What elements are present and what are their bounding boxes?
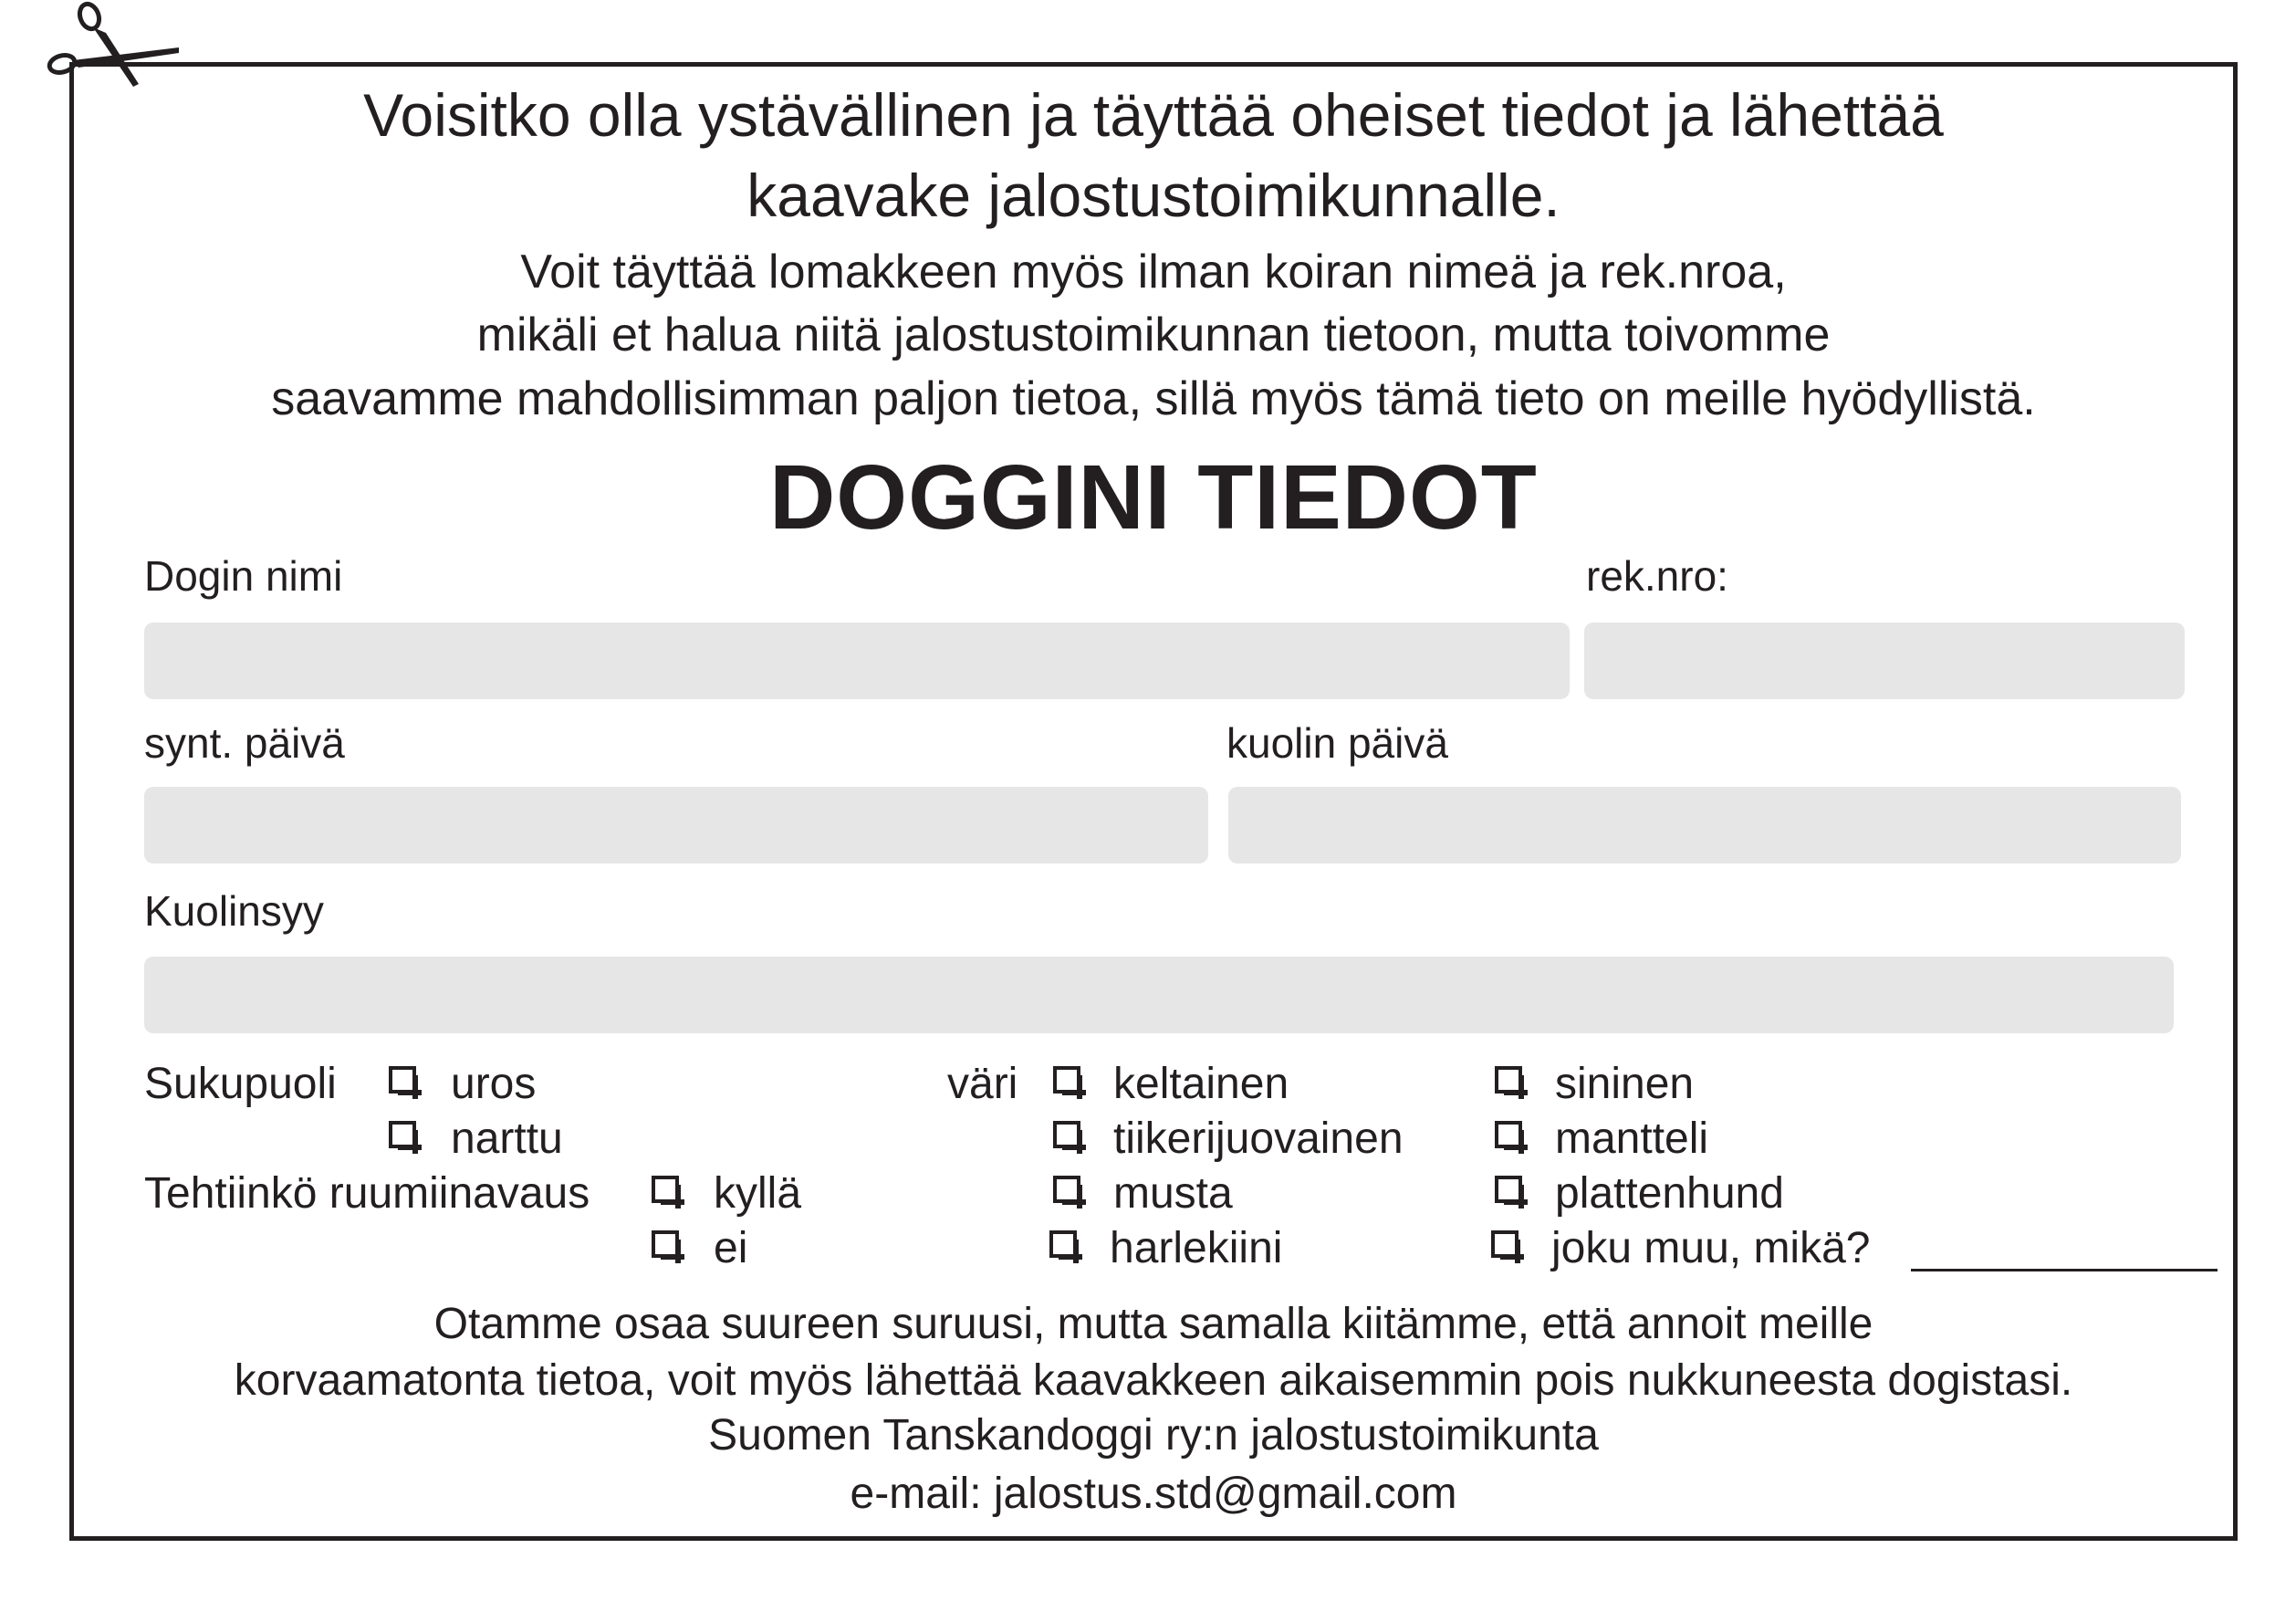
- cause-of-death-label: Kuolinsyy: [144, 887, 324, 935]
- option-color-black: musta: [1113, 1169, 1233, 1218]
- color-label: väri: [947, 1060, 1018, 1108]
- intro-line-1: Voisitko olla ystävällinen ja täyttää oheiset tiedot ja lähettää: [363, 81, 1944, 149]
- checkbox-color-black[interactable]: [1053, 1176, 1080, 1203]
- checkbox-color-yellow[interactable]: [1053, 1066, 1080, 1093]
- checkbox-color-plattenhund[interactable]: [1495, 1176, 1522, 1203]
- option-female: narttu: [451, 1114, 563, 1163]
- option-color-mantle: mantteli: [1555, 1114, 1709, 1163]
- checkbox-female[interactable]: [389, 1121, 416, 1148]
- option-color-blue: sininen: [1555, 1060, 1695, 1108]
- footer-email[interactable]: e-mail: jalostus.std@gmail.com: [850, 1470, 1457, 1518]
- sex-label: Sukupuoli: [144, 1060, 337, 1108]
- birth-date-field[interactable]: [144, 787, 1208, 863]
- intro-line-2: kaavake jalostustoimikunnalle.: [746, 162, 1560, 229]
- checkbox-autopsy-yes[interactable]: [652, 1176, 679, 1203]
- footer-line-2: korvaamatonta tietoa, voit myös lähettää kaavakkeen aikaisemmin pois nukkuneesta dogistasi.: [234, 1356, 2073, 1405]
- other-color-blank-line[interactable]: [1911, 1269, 2218, 1271]
- option-male: uros: [451, 1060, 537, 1108]
- checkbox-color-brindle[interactable]: [1053, 1121, 1080, 1148]
- option-color-other: joku muu, mikä?: [1551, 1224, 1871, 1272]
- death-date-label: kuolin päivä: [1226, 719, 1448, 767]
- footer-line-1: Otamme osaa suureen suruusi, mutta samalla kiitämme, että annoit meille: [433, 1300, 1873, 1348]
- reg-number-label: rek.nro:: [1586, 552, 1728, 600]
- option-color-brindle: tiikerijuovainen: [1113, 1114, 1404, 1163]
- checkbox-color-blue[interactable]: [1495, 1066, 1522, 1093]
- checkbox-color-other[interactable]: [1491, 1230, 1518, 1258]
- dog-name-field[interactable]: [144, 623, 1570, 699]
- footer-line-3: Suomen Tanskandoggi ry:n jalostustoimikunta: [708, 1411, 1599, 1460]
- checkbox-color-mantle[interactable]: [1495, 1121, 1522, 1148]
- birth-date-label: synt. päivä: [144, 719, 345, 767]
- option-color-harlequin: harlekiini: [1110, 1224, 1283, 1272]
- checkbox-color-harlequin[interactable]: [1049, 1230, 1077, 1258]
- form-title: DOGGINI TIEDOT: [769, 446, 1538, 549]
- intro-line-4: mikäli et halua niitä jalostustoimikunnan tietoon, mutta toivomme: [476, 309, 1831, 361]
- intro-line-5: saavamme mahdollisimman paljon tietoa, sillä myös tämä tieto on meille hyödyllistä.: [271, 372, 2036, 425]
- checkbox-autopsy-no[interactable]: [652, 1230, 679, 1258]
- cause-of-death-field[interactable]: [144, 957, 2174, 1033]
- checkbox-male[interactable]: [389, 1066, 416, 1093]
- intro-line-3: Voit täyttää lomakkeen myös ilman koiran nimeä ja rek.nroa,: [520, 246, 1787, 298]
- option-color-yellow: keltainen: [1113, 1060, 1289, 1108]
- option-autopsy-no: ei: [714, 1224, 748, 1272]
- autopsy-label: Tehtiinkö ruumiinavaus: [144, 1169, 590, 1218]
- death-date-field[interactable]: [1228, 787, 2181, 863]
- option-color-plattenhund: plattenhund: [1555, 1169, 1784, 1218]
- reg-number-field[interactable]: [1584, 623, 2185, 699]
- dog-name-label: Dogin nimi: [144, 552, 343, 600]
- option-autopsy-yes: kyllä: [714, 1169, 802, 1218]
